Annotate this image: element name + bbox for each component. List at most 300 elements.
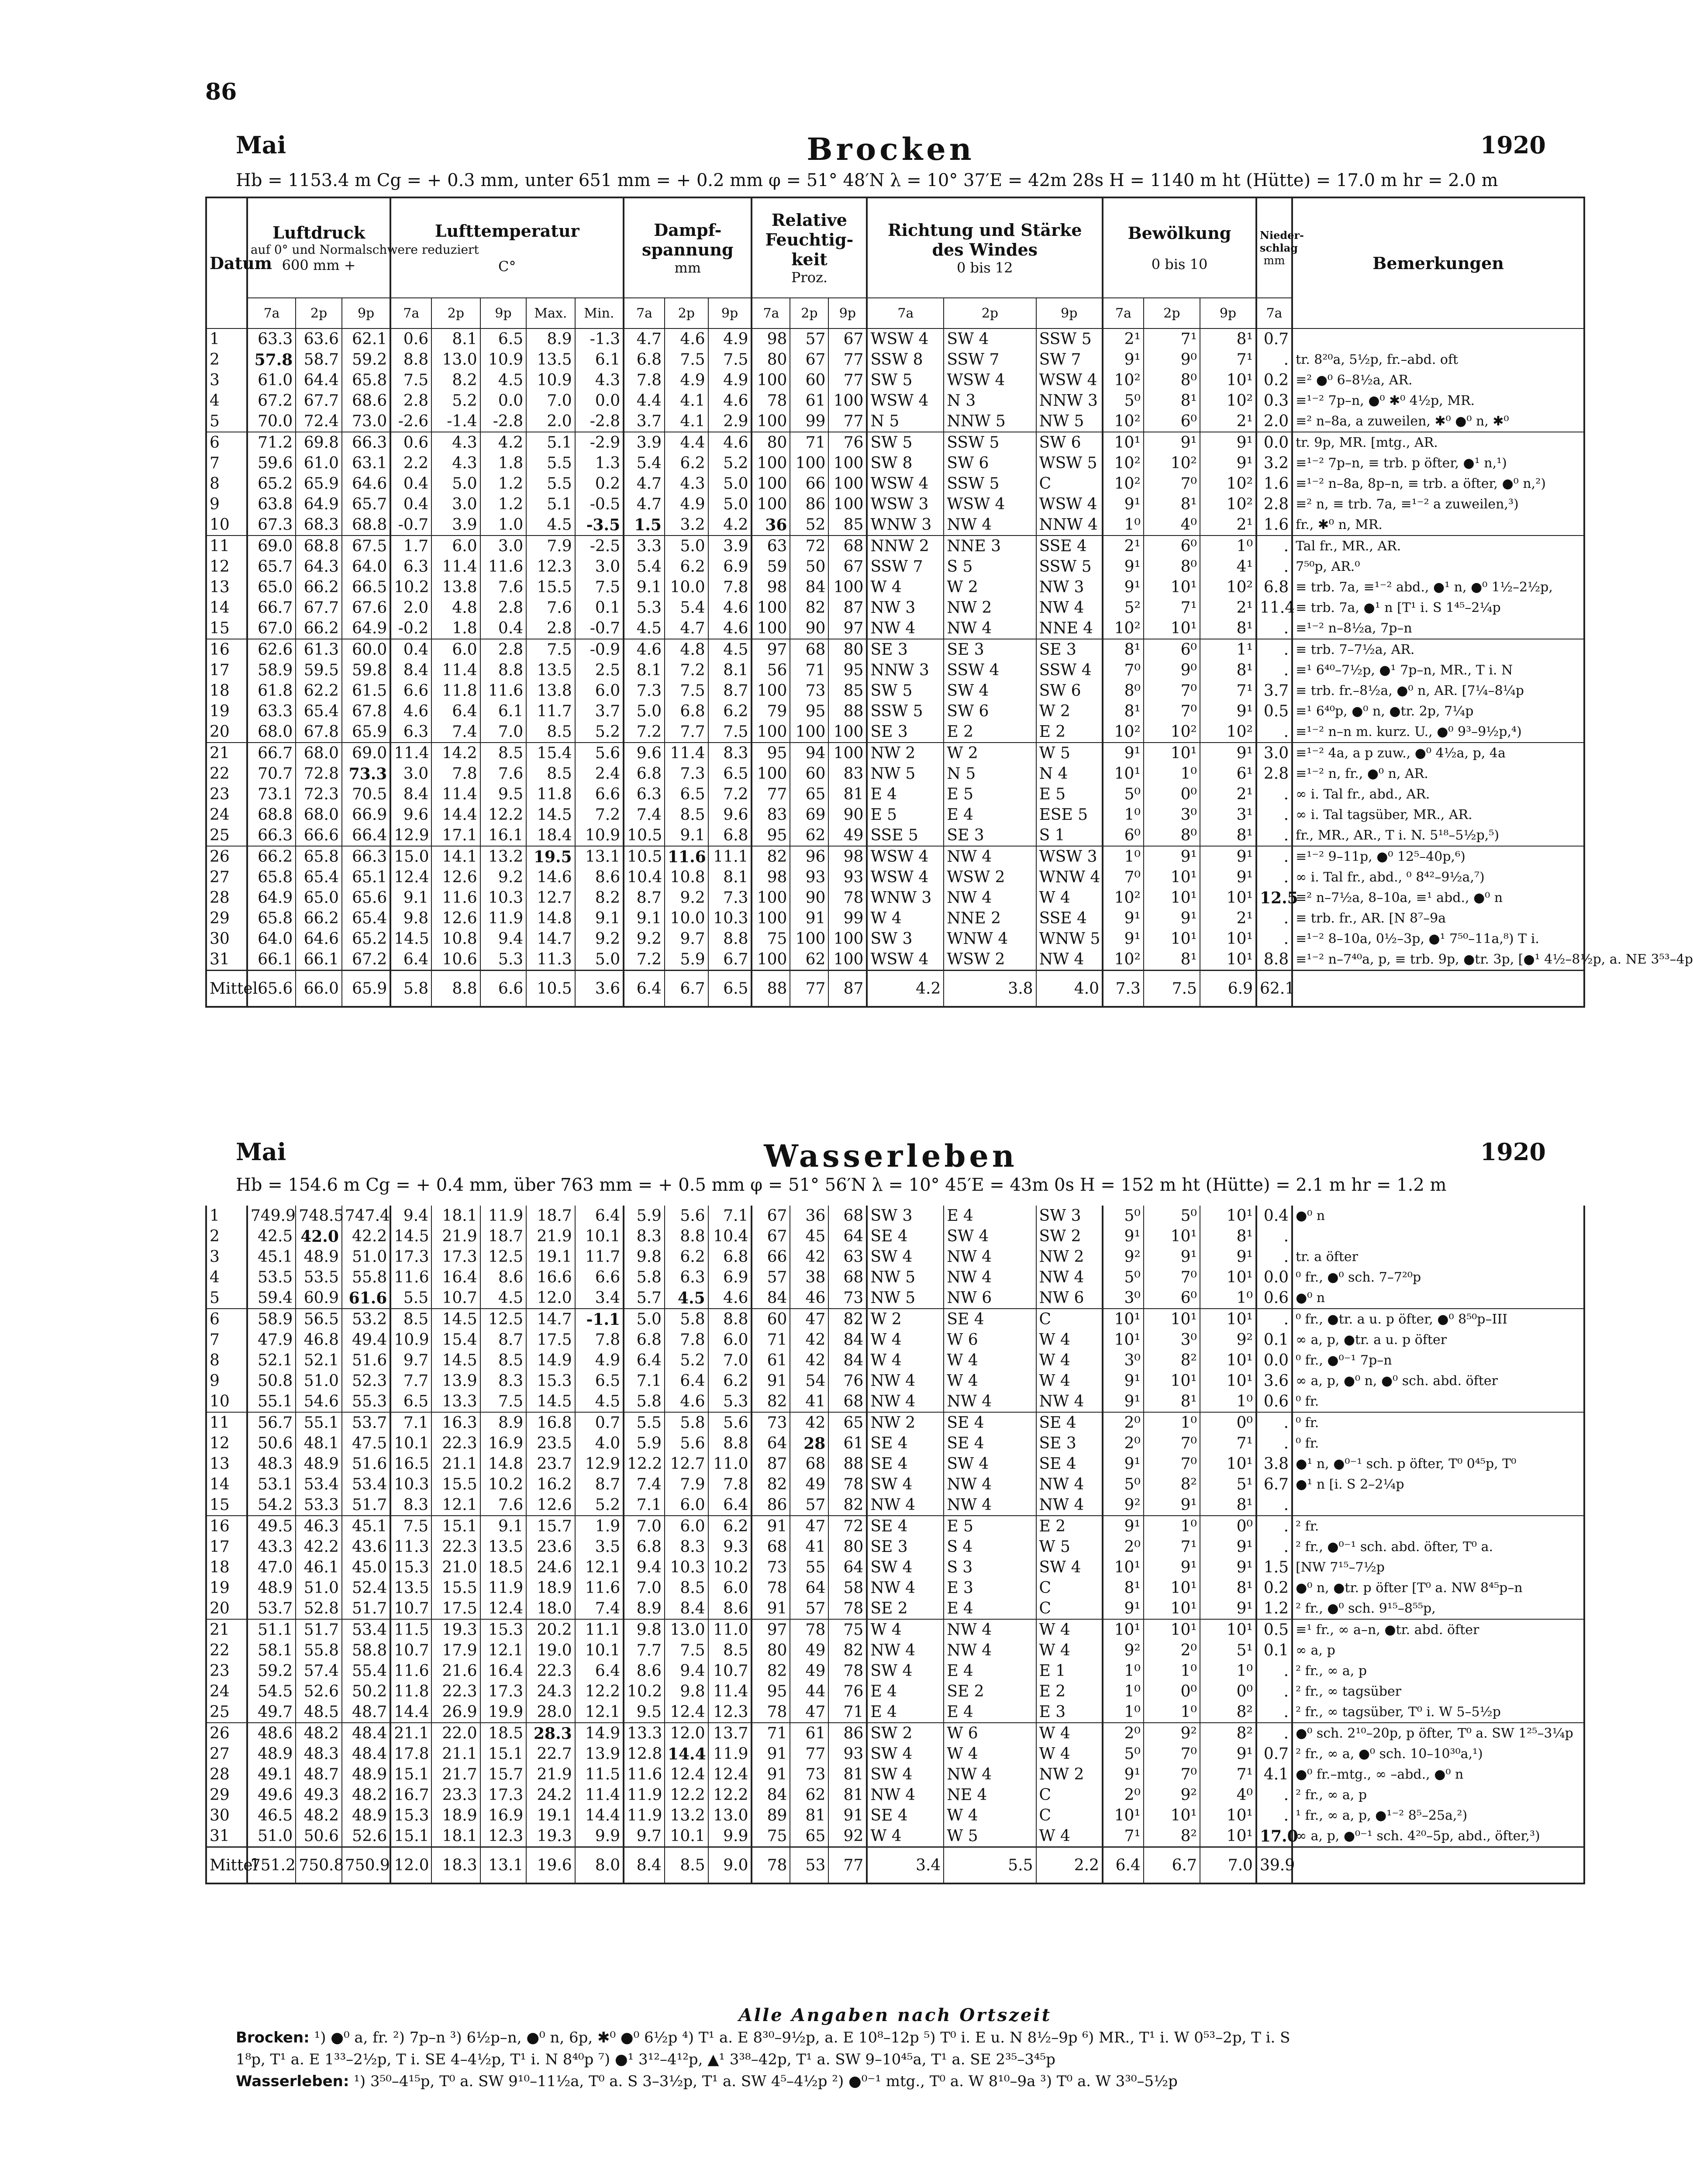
remark-cell: Tal fr., MR., AR. xyxy=(1292,536,1584,556)
value-cell: E 4 xyxy=(867,1702,944,1723)
value-cell: 6.1 xyxy=(480,701,527,722)
table-row xyxy=(206,743,1584,764)
value-cell: 4.3 xyxy=(665,473,708,494)
value-cell: 62 xyxy=(790,825,828,846)
value-cell: SE 4 xyxy=(944,1412,1036,1433)
value-cell: 10¹ xyxy=(1144,743,1200,764)
value-cell: 7¹ xyxy=(1144,598,1200,618)
remark-cell: fr., ✱⁰ n, MR. xyxy=(1292,515,1584,536)
value-cell: 48.9 xyxy=(296,1454,342,1474)
value-cell: NW 4 xyxy=(944,618,1036,639)
value-cell: 3.9 xyxy=(624,432,665,453)
value-cell: NW 4 xyxy=(1036,1267,1103,1288)
value-cell: W 4 xyxy=(867,577,944,598)
value-cell: 8¹ xyxy=(1200,1226,1256,1247)
remark-cell: ≡¹⁻² n, fr., ●⁰ n, AR. xyxy=(1292,764,1584,784)
value-cell: 2.8 xyxy=(1256,494,1292,515)
remark-cell: ∞ a, p xyxy=(1292,1640,1584,1661)
value-cell: W 2 xyxy=(1036,701,1103,722)
table-row xyxy=(206,1206,1584,1226)
value-cell: NNW 2 xyxy=(867,536,944,556)
table-row xyxy=(206,1247,1584,1267)
mean-value: 4.0 xyxy=(1036,971,1103,1007)
value-cell: 67 xyxy=(828,556,867,577)
value-cell: 49 xyxy=(790,1474,828,1495)
value-cell: 13.1 xyxy=(575,846,624,867)
value-cell: 66.2 xyxy=(296,577,342,598)
mean-value: 77 xyxy=(790,971,828,1007)
value-cell: 47 xyxy=(790,1516,828,1537)
value-cell: 1⁰ xyxy=(1103,515,1144,536)
value-cell: 12.0 xyxy=(665,1723,708,1744)
value-cell: 9¹ xyxy=(1103,908,1144,929)
value-cell: NW 4 xyxy=(867,1578,944,1598)
value-cell: SE 3 xyxy=(867,722,944,743)
table-row xyxy=(206,929,1584,949)
value-cell: W 4 xyxy=(1036,1619,1103,1640)
value-cell: 6.4 xyxy=(390,949,431,971)
value-cell: 18.7 xyxy=(480,1226,527,1247)
value-cell: 14.5 xyxy=(526,1391,575,1412)
brocken-meta: Hb = 1153.4 m Cg = + 0.3 mm, unter 651 mm = + 0.2 mm φ = 51° 48′N λ = 10° 37′E = 42m 28s H = 1140 m ht (Hütte) = 17.0 m hr = 2.0 m xyxy=(236,170,1498,190)
day-cell: 20 xyxy=(206,1598,247,1619)
value-cell: 13.2 xyxy=(480,846,527,867)
value-cell: 100 xyxy=(828,577,867,598)
value-cell: 50.6 xyxy=(247,1433,296,1454)
value-cell: 83 xyxy=(828,764,867,784)
value-cell: 54.6 xyxy=(296,1391,342,1412)
day-cell: 16 xyxy=(206,639,247,660)
value-cell: 59.2 xyxy=(247,1661,296,1681)
value-cell: 11.6 xyxy=(575,1578,624,1598)
value-cell: 4.5 xyxy=(708,639,752,660)
value-cell: 8.8 xyxy=(390,349,431,370)
value-cell: 63 xyxy=(752,536,790,556)
value-cell: 13.5 xyxy=(526,349,575,370)
table-row xyxy=(206,1433,1584,1454)
value-cell: 78 xyxy=(828,1474,867,1495)
value-cell: 48.5 xyxy=(296,1702,342,1723)
value-cell: 7¹ xyxy=(1200,681,1256,701)
value-cell: NW 4 xyxy=(944,1764,1036,1785)
day-cell: 31 xyxy=(206,1826,247,1847)
value-cell: 5¹ xyxy=(1200,1640,1256,1661)
value-cell: 11.8 xyxy=(431,681,480,701)
value-cell: 91 xyxy=(752,1371,790,1391)
value-cell: 7.2 xyxy=(624,949,665,971)
value-cell: 2⁰ xyxy=(1144,1640,1200,1661)
value-cell: 2⁰ xyxy=(1103,1785,1144,1805)
value-cell: W 4 xyxy=(944,1350,1036,1371)
value-cell: 8² xyxy=(1200,1702,1256,1723)
value-cell: 12.4 xyxy=(708,1764,752,1785)
value-cell: 68.6 xyxy=(342,390,390,411)
value-cell: 7.0 xyxy=(526,390,575,411)
value-cell: 100 xyxy=(752,949,790,971)
value-cell: 21.7 xyxy=(431,1764,480,1785)
value-cell: SW 4 xyxy=(867,1557,944,1578)
value-cell: 65.0 xyxy=(247,577,296,598)
value-cell: W 4 xyxy=(1036,1371,1103,1391)
value-cell: 6.5 xyxy=(708,764,752,784)
value-cell: 8.1 xyxy=(431,328,480,349)
value-cell: 92 xyxy=(828,1826,867,1847)
value-cell: 66.7 xyxy=(247,598,296,618)
value-cell: 5⁰ xyxy=(1103,1744,1144,1764)
value-cell: 10² xyxy=(1200,722,1256,743)
value-cell: 61.0 xyxy=(247,370,296,390)
value-cell: 86 xyxy=(752,1495,790,1516)
value-cell: E 4 xyxy=(867,784,944,805)
value-cell: 70.0 xyxy=(247,411,296,432)
value-cell: 10.2 xyxy=(708,1557,752,1578)
value-cell: 1.6 xyxy=(1256,515,1292,536)
value-cell: WNW 5 xyxy=(1036,929,1103,949)
value-cell: 10¹ xyxy=(1144,1309,1200,1330)
value-cell: 3⁰ xyxy=(1144,805,1200,825)
value-cell: 4.6 xyxy=(624,639,665,660)
value-cell: 4.8 xyxy=(665,639,708,660)
value-cell: 98 xyxy=(828,846,867,867)
value-cell: 7.5 xyxy=(708,722,752,743)
value-cell: 10¹ xyxy=(1103,1309,1144,1330)
value-cell: 1⁰ xyxy=(1200,1391,1256,1412)
value-cell: 7.8 xyxy=(575,1330,624,1350)
value-cell: 10² xyxy=(1103,722,1144,743)
day-cell: 29 xyxy=(206,908,247,929)
value-cell: 52.6 xyxy=(342,1826,390,1847)
value-cell: 9¹ xyxy=(1103,1391,1144,1412)
value-cell: 8.9 xyxy=(480,1412,527,1433)
value-cell: 9.7 xyxy=(390,1350,431,1371)
value-cell: NW 2 xyxy=(867,743,944,764)
value-cell: 67.2 xyxy=(342,949,390,971)
value-cell: WNW 3 xyxy=(867,515,944,536)
value-cell: 9¹ xyxy=(1144,1247,1200,1267)
value-cell: 2.8 xyxy=(480,598,527,618)
value-cell: 13.7 xyxy=(708,1723,752,1744)
value-cell: 19.1 xyxy=(526,1805,575,1826)
value-cell: NW 2 xyxy=(944,598,1036,618)
value-cell: SE 3 xyxy=(944,639,1036,660)
table-row xyxy=(206,349,1584,370)
value-cell: 8.8 xyxy=(480,660,527,681)
value-cell: 6.3 xyxy=(390,556,431,577)
value-cell: 21.9 xyxy=(526,1764,575,1785)
remark-cell: ⁰ fr., ●tr. a u. p öfter, ●⁰ 8⁵⁰p–III xyxy=(1292,1309,1584,1330)
value-cell: SE 3 xyxy=(1036,639,1103,660)
value-cell: 5⁰ xyxy=(1144,1206,1200,1226)
value-cell: 0⁰ xyxy=(1200,1412,1256,1433)
value-cell: 7.8 xyxy=(708,577,752,598)
value-cell: 68 xyxy=(828,536,867,556)
value-cell: 68 xyxy=(790,1454,828,1474)
value-cell: 0.1 xyxy=(575,598,624,618)
remark-cell: ≡² n–7½a, 8–10a, ≡¹ abd., ●⁰ n xyxy=(1292,888,1584,908)
value-cell: 48.2 xyxy=(342,1785,390,1805)
value-cell: S 4 xyxy=(944,1537,1036,1557)
value-cell: 8.5 xyxy=(480,743,527,764)
value-cell: 8.5 xyxy=(708,1640,752,1661)
value-cell: 53.2 xyxy=(342,1309,390,1330)
value-cell: 10² xyxy=(1200,473,1256,494)
value-cell: 46 xyxy=(790,1288,828,1309)
value-cell: 68 xyxy=(752,1537,790,1557)
remark-cell: fr., MR., AR., T i. N. 5¹⁸–5½p,⁵) xyxy=(1292,825,1584,846)
value-cell: 1⁰ xyxy=(1144,764,1200,784)
value-cell: 65.9 xyxy=(296,473,342,494)
value-cell: 59.5 xyxy=(296,660,342,681)
value-cell: 100 xyxy=(828,390,867,411)
value-cell: 91 xyxy=(752,1598,790,1619)
value-cell: 80 xyxy=(752,1640,790,1661)
value-cell: 11.8 xyxy=(390,1681,431,1702)
value-cell: 38 xyxy=(790,1267,828,1288)
value-cell: 14.4 xyxy=(665,1744,708,1764)
value-cell: 42.2 xyxy=(296,1537,342,1557)
value-cell: 3.7 xyxy=(1256,681,1292,701)
value-cell: 83 xyxy=(752,805,790,825)
value-cell: 7¹ xyxy=(1200,349,1256,370)
table-row xyxy=(206,390,1584,411)
value-cell: 65.0 xyxy=(296,888,342,908)
value-cell: 100 xyxy=(752,722,790,743)
value-cell: 78 xyxy=(828,888,867,908)
value-cell: 7.2 xyxy=(575,805,624,825)
value-cell: W 4 xyxy=(1036,1640,1103,1661)
value-cell: 10¹ xyxy=(1200,1826,1256,1847)
remark-cell: ≡¹ 6⁴⁰–7½p, ●¹ 7p–n, MR., T i. N xyxy=(1292,660,1584,681)
table-row xyxy=(206,908,1584,929)
value-cell: 10.2 xyxy=(480,1474,527,1495)
value-cell: 64 xyxy=(752,1433,790,1454)
value-cell: 9¹ xyxy=(1103,929,1144,949)
value-cell: 2.0 xyxy=(1256,411,1292,432)
value-cell: 5.6 xyxy=(665,1206,708,1226)
value-cell: NW 4 xyxy=(944,1391,1036,1412)
value-cell: 67.7 xyxy=(296,598,342,618)
value-cell: 73.1 xyxy=(247,784,296,805)
value-cell: . xyxy=(1256,1785,1292,1805)
value-cell: 64.0 xyxy=(342,556,390,577)
value-cell: 8.3 xyxy=(480,1371,527,1391)
table-row xyxy=(206,453,1584,473)
value-cell: 66.2 xyxy=(296,618,342,639)
wasserleben-month: Mai xyxy=(236,1138,286,1166)
value-cell: 10¹ xyxy=(1144,577,1200,598)
value-cell: 61.6 xyxy=(342,1288,390,1309)
value-cell: NW 4 xyxy=(1036,598,1103,618)
value-cell: 7⁰ xyxy=(1144,1267,1200,1288)
day-cell: 2 xyxy=(206,349,247,370)
value-cell: 22.3 xyxy=(431,1681,480,1702)
remark-cell: ² fr., ●⁰⁻¹ sch. abd. öfter, T⁰ a. xyxy=(1292,1537,1584,1557)
value-cell: 11.4 xyxy=(390,743,431,764)
value-cell: 12.8 xyxy=(624,1744,665,1764)
value-cell: 13.3 xyxy=(624,1723,665,1744)
value-cell: 56.7 xyxy=(247,1412,296,1433)
remark-cell: ≡¹⁻² 7p–n, ●⁰ ✱⁰ 4½p, MR. xyxy=(1292,390,1584,411)
value-cell: 5.9 xyxy=(624,1433,665,1454)
value-cell: SE 4 xyxy=(1036,1454,1103,1474)
value-cell: S 5 xyxy=(944,556,1036,577)
value-cell: NW 4 xyxy=(867,1640,944,1661)
value-cell: 11.7 xyxy=(526,701,575,722)
mean-value: 66.0 xyxy=(296,971,342,1007)
value-cell: 50.6 xyxy=(296,1826,342,1847)
value-cell: 64.9 xyxy=(247,888,296,908)
value-cell: 41 xyxy=(790,1537,828,1557)
value-cell: 10.7 xyxy=(431,1288,480,1309)
mean-value: 9.0 xyxy=(708,1847,752,1884)
value-cell: 48.9 xyxy=(247,1744,296,1764)
value-cell: 66.7 xyxy=(247,743,296,764)
remark-cell: ≡ trb. 7a, ●¹ n [T¹ i. S 1⁴⁵–2¼p xyxy=(1292,598,1584,618)
value-cell: 6.8 xyxy=(708,1247,752,1267)
value-cell: 55.8 xyxy=(296,1640,342,1661)
value-cell: SSE 5 xyxy=(867,825,944,846)
value-cell: 9.1 xyxy=(624,577,665,598)
value-cell: 18.0 xyxy=(526,1598,575,1619)
remark-cell: ≡¹⁻² 9–11p, ●⁰ 12⁵–40p,⁶) xyxy=(1292,846,1584,867)
value-cell: 10.8 xyxy=(665,867,708,888)
value-cell: 10¹ xyxy=(1103,432,1144,453)
value-cell: W 4 xyxy=(944,1371,1036,1391)
value-cell: 6.6 xyxy=(390,681,431,701)
value-cell: 5.0 xyxy=(431,473,480,494)
value-cell: 6.5 xyxy=(390,1391,431,1412)
value-cell: 21.0 xyxy=(431,1557,480,1578)
value-cell: 4.6 xyxy=(708,618,752,639)
value-cell: 18.5 xyxy=(480,1557,527,1578)
value-cell: 59.4 xyxy=(247,1288,296,1309)
value-cell: . xyxy=(1256,1516,1292,1537)
value-cell: 55.3 xyxy=(342,1391,390,1412)
value-cell: 4.2 xyxy=(480,432,527,453)
value-cell: 18.9 xyxy=(431,1805,480,1826)
value-cell: 57.8 xyxy=(247,349,296,370)
value-cell: 7.7 xyxy=(624,1640,665,1661)
day-cell: 4 xyxy=(206,390,247,411)
value-cell: 70.5 xyxy=(342,784,390,805)
table-row xyxy=(206,1330,1584,1350)
value-cell: W 4 xyxy=(1036,1744,1103,1764)
value-cell: 53.1 xyxy=(247,1474,296,1495)
value-cell: 77 xyxy=(752,784,790,805)
wasserleben-body xyxy=(206,1206,1584,1883)
value-cell: 14.7 xyxy=(526,929,575,949)
value-cell: 13.8 xyxy=(431,577,480,598)
value-cell: W 5 xyxy=(1036,1537,1103,1557)
value-cell: C xyxy=(1036,473,1103,494)
value-cell: 15.7 xyxy=(526,1516,575,1537)
value-cell: 100 xyxy=(752,453,790,473)
value-cell: SSW 7 xyxy=(867,556,944,577)
value-cell: E 5 xyxy=(944,784,1036,805)
value-cell: -0.9 xyxy=(575,639,624,660)
value-cell: 4.9 xyxy=(575,1350,624,1371)
value-cell: E 3 xyxy=(944,1578,1036,1598)
value-cell: . xyxy=(1256,660,1292,681)
value-cell: NW 5 xyxy=(867,1288,944,1309)
remark-cell: ≡¹⁻² n–7⁴⁰a, p, ≡ trb. 9p, ●tr. 3p, [●¹ 4½–8½p, a. NE 3⁵³–4p xyxy=(1292,949,1584,971)
wasserleben-table xyxy=(205,1206,1585,1884)
mean-value: 62.1 xyxy=(1256,971,1292,1007)
value-cell: 1⁰ xyxy=(1103,1702,1144,1723)
remark-cell xyxy=(1292,328,1584,349)
value-cell: 2¹ xyxy=(1200,784,1256,805)
value-cell: 52 xyxy=(790,515,828,536)
value-cell: 85 xyxy=(828,515,867,536)
value-cell: 10.5 xyxy=(624,825,665,846)
value-cell: NNE 4 xyxy=(1036,618,1103,639)
value-cell: 8.5 xyxy=(480,1350,527,1371)
value-cell: SE 4 xyxy=(867,1454,944,1474)
col-bewoelkung: Bewölkung 0 bis 10 xyxy=(1103,197,1256,298)
value-cell: 12.4 xyxy=(665,1702,708,1723)
table-row xyxy=(206,1805,1584,1826)
value-cell: . xyxy=(1256,867,1292,888)
value-cell: 68.0 xyxy=(296,743,342,764)
value-cell: 3.3 xyxy=(624,536,665,556)
value-cell: 55.8 xyxy=(342,1267,390,1288)
value-cell: 747.4 xyxy=(342,1206,390,1226)
value-cell: 8.8 xyxy=(1256,949,1292,971)
value-cell: 9.2 xyxy=(575,929,624,949)
value-cell: 72.4 xyxy=(296,411,342,432)
value-cell: 1.6 xyxy=(1256,473,1292,494)
value-cell: 49.3 xyxy=(296,1785,342,1805)
value-cell: NW 2 xyxy=(1036,1247,1103,1267)
value-cell: 5.4 xyxy=(665,598,708,618)
value-cell: 11.9 xyxy=(480,1206,527,1226)
value-cell: 10.0 xyxy=(665,577,708,598)
value-cell: 7⁰ xyxy=(1144,1433,1200,1454)
value-cell: 66.9 xyxy=(342,805,390,825)
value-cell: 65.6 xyxy=(342,888,390,908)
value-cell: 10² xyxy=(1103,453,1144,473)
day-cell: 13 xyxy=(206,577,247,598)
value-cell: SW 4 xyxy=(867,1764,944,1785)
table-row xyxy=(206,1537,1584,1557)
value-cell: . xyxy=(1256,1661,1292,1681)
value-cell: NNW 4 xyxy=(1036,515,1103,536)
remark-cell: ² fr., ∞ a, ●⁰ sch. 10–10³⁰a,¹) xyxy=(1292,1744,1584,1764)
table-row xyxy=(206,328,1584,349)
day-cell: 14 xyxy=(206,1474,247,1495)
value-cell: 4.5 xyxy=(624,618,665,639)
value-cell: 9² xyxy=(1144,1723,1200,1744)
value-cell: 7.8 xyxy=(624,370,665,390)
value-cell: 2¹ xyxy=(1200,515,1256,536)
value-cell: 8.1 xyxy=(708,867,752,888)
remark-cell: ² fr. xyxy=(1292,1516,1584,1537)
value-cell: 7.0 xyxy=(624,1516,665,1537)
value-cell: 15.4 xyxy=(431,1330,480,1350)
value-cell: 100 xyxy=(790,929,828,949)
value-cell: 51.7 xyxy=(342,1495,390,1516)
value-cell: 90 xyxy=(828,805,867,825)
value-cell: 91 xyxy=(828,1805,867,1826)
value-cell: 82 xyxy=(752,846,790,867)
value-cell: N 4 xyxy=(1036,764,1103,784)
value-cell: SE 2 xyxy=(867,1598,944,1619)
value-cell: 6.5 xyxy=(480,328,527,349)
value-cell: 9¹ xyxy=(1200,1744,1256,1764)
value-cell: 13.9 xyxy=(575,1744,624,1764)
value-cell: NW 6 xyxy=(944,1288,1036,1309)
table-row xyxy=(206,701,1584,722)
